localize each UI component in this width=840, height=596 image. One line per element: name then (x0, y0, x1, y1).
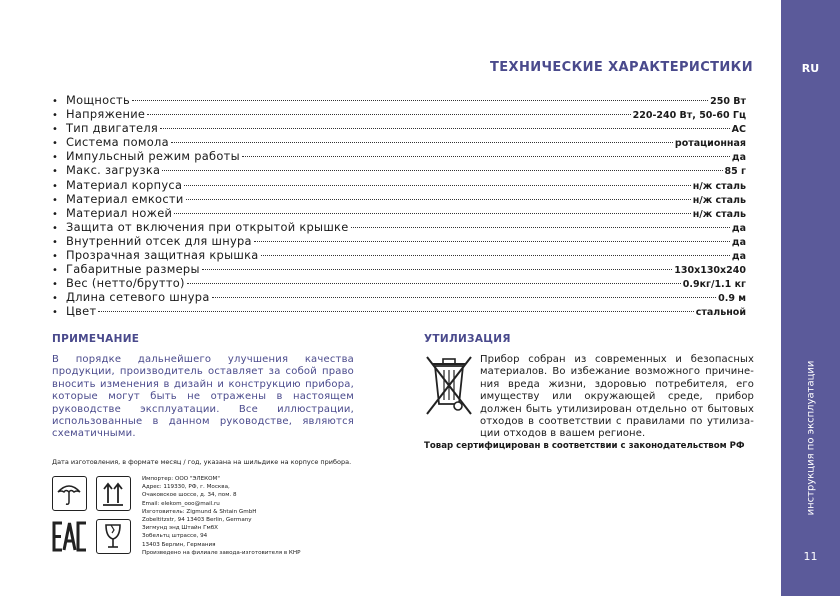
bullet: • (52, 265, 58, 277)
spec-label: Вес (нетто/брутто) (66, 276, 185, 291)
bullet: • (52, 166, 58, 178)
bullet: • (52, 194, 58, 206)
importer-line: Изготовитель: Zigmund & Shtain GmbH (142, 508, 257, 515)
spec-label: Габаритные размеры (66, 262, 200, 277)
spec-row (52, 149, 746, 163)
importer-line: Зобельтц штрассе, 94 (142, 533, 208, 540)
umbrella-icon (52, 476, 87, 511)
bullet: • (52, 208, 58, 220)
spec-label: Напряжение (66, 107, 146, 122)
dot-leader (242, 155, 730, 157)
spec-value: да (731, 222, 746, 234)
spec-row (52, 107, 746, 121)
spec-value: стальной (695, 307, 746, 319)
spec-value: ротационная (674, 138, 746, 150)
dot-leader (160, 127, 730, 129)
spec-label: Материал ножей (66, 205, 173, 220)
spec-label: Прозрачная защитная крышка (66, 248, 259, 263)
spec-value: 0.9 м (718, 293, 746, 305)
spec-row (52, 304, 746, 318)
manufacture-date-note: Дата изготовления, в формате месяц / год, указана на шильдике на корпусе прибора. (52, 458, 352, 466)
spec-row (52, 93, 746, 107)
importer-line: Очаковское шоссе, д. 34, пом. 8 (142, 492, 237, 499)
importer-info (142, 475, 300, 557)
spec-label: Материал емкости (66, 191, 184, 206)
spec-value: да (731, 251, 746, 263)
certification-text: Товар сертифицирован в соответствии с законодательством РФ (424, 441, 745, 451)
dot-leader (98, 310, 693, 312)
bullet: • (52, 96, 58, 107)
importer-line: Произведено на филиале завода-изготовителя в КНР (142, 549, 301, 556)
spec-value: да (731, 152, 746, 164)
spec-label: Система помола (66, 135, 169, 150)
bullet: • (52, 222, 58, 234)
dot-leader (147, 113, 630, 115)
bullet: • (52, 293, 58, 305)
language-label: RU (801, 62, 820, 75)
specs-list (52, 93, 746, 319)
spec-label: Макс. загрузка (66, 163, 161, 178)
note-heading: ПРИМЕЧАНИЕ (52, 333, 140, 345)
importer-line: 13403 Берлин, Германия (142, 541, 216, 548)
spec-label: Импульсный режим работы (66, 149, 240, 164)
dot-leader (174, 212, 690, 214)
dot-leader (171, 141, 673, 143)
dot-leader (187, 282, 681, 284)
bullet: • (52, 138, 58, 150)
bullet: • (52, 152, 58, 164)
bullet: • (52, 236, 58, 248)
sidebar (781, 0, 840, 596)
spec-value: AC (731, 124, 746, 136)
spec-value: 220-240 Вт, 50-60 Гц (632, 110, 746, 122)
dot-leader (184, 184, 690, 186)
spec-row (52, 206, 746, 220)
importer-line: Импортер: ООО "ЭЛЕКОМ" (142, 476, 220, 482)
spec-label: Внутренний отсек для шнура (66, 233, 252, 248)
dot-leader (162, 169, 722, 171)
dot-leader (202, 268, 672, 270)
utilization-heading: УТИЛИЗАЦИЯ (424, 333, 511, 345)
this-side-up-icon (96, 476, 131, 511)
spec-value: 130x130x240 (674, 265, 746, 277)
dot-leader (351, 226, 730, 228)
bullet: • (52, 307, 58, 319)
spec-row (52, 234, 746, 248)
crossed-bin-icon (424, 352, 474, 418)
page-number: 11 (803, 550, 818, 563)
spec-row (52, 262, 746, 276)
vertical-caption-wrap (802, 358, 820, 518)
bullet: • (52, 279, 58, 291)
importer-line: Зигмунд энд Штайн ГмбХ (142, 525, 219, 532)
spec-value: н/ж сталь (692, 208, 746, 220)
importer-line: Email: elekom_ooo@mail.ru (142, 500, 220, 507)
spec-value: 250 Вт (710, 96, 746, 107)
dot-leader (212, 296, 716, 298)
spec-value: 85 г (724, 166, 746, 178)
fragile-glass-icon (96, 519, 131, 554)
spec-row (52, 178, 746, 192)
page-title: ТЕХНИЧЕСКИЕ ХАРАКТЕРИСТИКИ (489, 60, 753, 75)
bullet: • (52, 110, 58, 122)
spec-label: Материал корпуса (66, 177, 183, 192)
spec-value: 0.9кг/1.1 кг (682, 279, 746, 291)
spec-label: Защита от включения при открытой крышке (66, 219, 349, 234)
bullet: • (52, 124, 58, 136)
spec-row (52, 248, 746, 262)
spec-row (52, 276, 746, 290)
bullet: • (52, 180, 58, 192)
spec-value: н/ж сталь (692, 180, 746, 192)
note-text: В порядке дальнейшего улучшения качества продукции, производитель оставляет за собой право вносить изменения в дизайн и конструкцию прибора, которые могут быть не отражены в настоящем руководстве эксплуатации. Все иллюстрации, использованные в данном руководстве, являются схематичными. (52, 354, 354, 440)
utilization-text: Прибор собран из современных и безопасных материалов. Во избежание возможного причине-ния вреда жизни, здоровью потребителя, его имуществу или окружающей среде, прибор должен быть утилизирован отдельно от бытовых отходов в соответствии с правилами по утилиза-ции отходов в вашем регионе. (480, 354, 754, 440)
bullet: • (52, 251, 58, 263)
spec-label: Тип двигателя (66, 121, 159, 136)
dot-leader (132, 99, 708, 101)
spec-label: Мощность (66, 93, 130, 107)
importer-line: Zobeltitzstr, 94 13403 Berlin, Germany (142, 517, 252, 524)
spec-value: н/ж сталь (692, 194, 746, 206)
eac-mark (52, 519, 88, 554)
spec-row (52, 220, 746, 234)
dot-leader (261, 254, 730, 256)
vertical-caption: инструкция по эксплуатации (805, 360, 817, 516)
spec-row (52, 135, 746, 149)
spec-row (52, 290, 746, 304)
spec-row (52, 121, 746, 135)
spec-row (52, 192, 746, 206)
spec-label: Длина сетевого шнура (66, 290, 210, 305)
importer-line: Адрес: 119330, РФ, г. Москва, (142, 484, 230, 491)
dot-leader (186, 198, 691, 200)
dot-leader (254, 240, 730, 242)
spec-row (52, 163, 746, 177)
spec-label: Цвет (66, 304, 97, 319)
spec-value: да (731, 236, 746, 248)
